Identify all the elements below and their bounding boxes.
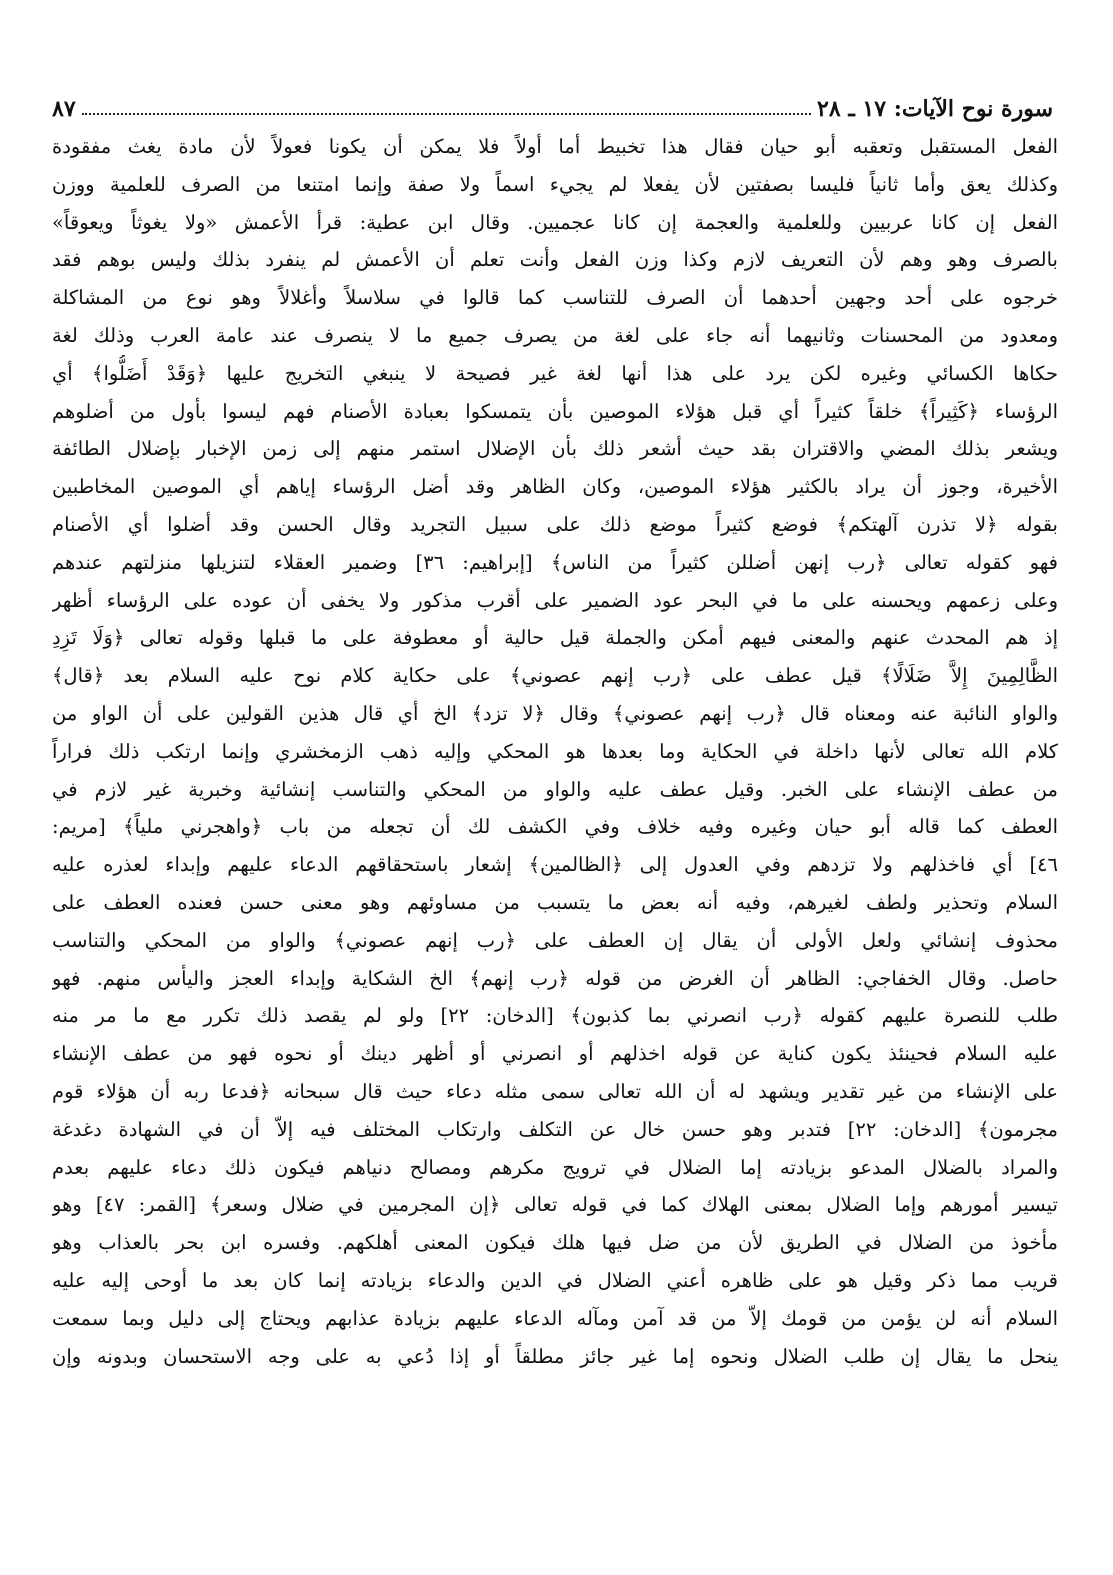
text-line: وعلى زعمهم ويحسنه على ما في البحر عود الضمير على أقرب مذكور ولا يخفى أن عوده على الرؤساء أظهر — [52, 588, 1058, 612]
text-line: قريب مما ذكر وقيل هو على ظاهره أعني الضلال في الدين والدعاء بزيادته إنما كان بعد ما أوحى إليه عليه — [52, 1268, 1058, 1292]
text-line: ٤٦] أي فاخذلهم ولا تزدهم وفي العدول إلى ﴿الظالمين﴾ إشعار باستحقاقهم الدعاء عليهم وإبداء لعذره عليه — [52, 853, 1058, 877]
text-line: كلام الله تعالى لأنها داخلة في الحكاية وما بعدها هو المحكي وإليه ذهب الزمخشري وإنما ارتكب ذلك فراراً — [52, 739, 1058, 763]
text-line: الأخيرة، وجوز أن يراد بالكثير هؤلاء الموصين، وكان الظاهر وقد أضل الرؤساء إياهم أي الموصين المخاطبين — [52, 475, 1058, 499]
text-line: حاصل. وقال الخفاجي: الظاهر أن الغرض من قوله ﴿رب إنهم﴾ الخ الشكاية وإبداء العجز واليأس منهم. فهو — [52, 966, 1058, 990]
text-line: العطف كما قاله أبو حيان وغيره وفيه خلاف وفي الكشف لك أن تجعله من باب ﴿واهجرني ملياً﴾ [مريم: — [52, 815, 1058, 839]
text-line: عليه السلام فحينئذ يكون كناية عن قوله اخذلهم أو انصرني أو أظهر دينك أو نحوه فهو من عطف الإنشاء — [52, 1042, 1058, 1066]
text-line: فهو كقوله تعالى ﴿رب إنهن أضللن كثيراً من الناس﴾ [إبراهيم: ٣٦] وضمير العقلاء لتنزيلها منزلتهم عندهم — [52, 550, 1058, 574]
text-line: السلام أنه لن يؤمن من قومك إلاّ من قد آمن ومآله الدعاء عليهم بزيادة عذابهم ويحتاج إلى دليل وبما سمعت — [52, 1306, 1058, 1330]
running-header — [52, 88, 1053, 122]
text-line: إذ هم المحدث عنهم والمعنى فيهم أمكن والجملة قيل حالية أو معطوفة على ما قبلها وقوله تعالى ﴿وَلَا تَزِدِ — [52, 626, 1058, 650]
text-line: مجرمون﴾ [الدخان: ٢٢] فتدبر وهو حسن خال عن التكلف وارتكاب المختلف فيه إلاّ أن في الشهادة دغدغة — [52, 1117, 1058, 1141]
chapter-title: سورة نوح الآيات: ١٧ ـ ٢٨ — [817, 96, 1053, 122]
text-line: ومعدود من المحسنات وثانيهما أنه جاء على لغة من يصرف جميع ما لا ينصرف عند عامة العرب وذلك لغة — [52, 323, 1058, 347]
body-text — [52, 128, 1058, 1375]
text-line: طلب للنصرة عليهم كقوله ﴿رب انصرني بما كذبون﴾ [الدخان: ٢٢] ولو لم يقصد ذلك تكرر مع ما مر منه — [52, 1004, 1058, 1028]
text-line: والواو النائبة عنه ومعناه قال ﴿رب إنهم عصوني﴾ وقال ﴿لا تزد﴾ الخ أي قال هذين القولين على أن الواو من — [52, 701, 1058, 725]
text-line: مأخوذ من الضلال في الطريق لأن من ضل فيها هلك فيكون المعنى أهلكهم. وفسره ابن بحر بالعذاب وهو — [52, 1231, 1058, 1255]
text-line: الرؤساء ﴿كَثِيراً﴾ خلقاً كثيراً أي قبل هؤلاء الموصين بأن يتمسكوا بعبادة الأصنام فهم ليسوا بأول من أضلوهم — [52, 399, 1058, 423]
text-line: ينحل ما يقال إن طلب الضلال ونحوه إما غير جائز مطلقاً أو إذا دُعي به على وجه الاستحسان وبدونه وإن — [52, 1344, 1058, 1368]
text-line: الظَّالِمِينَ إِلاَّ ضَلَالًا﴾ قيل عطف على ﴿رب إنهم عصوني﴾ على حكاية كلام نوح عليه السلام بعد ﴿قال﴾ — [52, 664, 1058, 688]
text-line: ويشعر بذلك المضي والاقتران بقد حيث أشعر ذلك بأن الإضلال استمر منهم إلى زمن الإخبار بإضلال الطائفة — [52, 437, 1058, 461]
text-line: بقوله ﴿لا تذرن آلهتكم﴾ فوضع كثيراً موضع ذلك على سبيل التجريد وقال الحسن وقد أضلوا أي الأصنام — [52, 512, 1058, 536]
text-line: بالصرف وهو وهم لأن التعريف لازم وكذا وزن الفعل وأنت تعلم أن الأعمش لم ينفرد بذلك وليس بوهم فقد — [52, 248, 1058, 272]
leader-dots — [82, 112, 811, 115]
text-line: خرجوه على أحد وجهين أحدهما أن الصرف للتناسب كما قالوا في سلاسلاً وأغلالاً وهو نوع من المشاكلة — [52, 286, 1058, 310]
text-line: محذوف إنشائي ولعل الأولى أن يقال إن العطف على ﴿رب إنهم عصوني﴾ والواو من المحكي والتناسب — [52, 928, 1058, 952]
text-line: حكاها الكسائي وغيره لكن يرد على هذا أنها لغة غير فصيحة لا ينبغي التخريج عليها ﴿وَقَدْ أَضَلُّوا﴾ أي — [52, 361, 1058, 385]
text-line: على الإنشاء من غير تقدير ويشهد له أن الله تعالى سمى مثله دعاء حيث قال سبحانه ﴿فدعا ربه أن هؤلاء قوم — [52, 1079, 1058, 1103]
text-line: تيسير أمورهم وإما الضلال بمعنى الهلاك كما في قوله تعالى ﴿إن المجرمين في ضلال وسعر﴾ [القمر: ٤٧] وهو — [52, 1193, 1058, 1217]
page-number: ٨٧ — [52, 96, 76, 122]
text-line: والمراد بالضلال المدعو بزيادته إما الضلال في ترويج مكرهم ومصالح دنياهم فيكون ذلك دعاء عليهم بعدم — [52, 1155, 1058, 1179]
text-line: وكذلك يعق وأما ثانياً فليسا بصفتين لأن يفعلا لم يجيء اسماً ولا صفة وإنما امتنعا من الصرف للعلمية ووزن — [52, 172, 1058, 196]
text-line: الفعل إن كانا عربيين وللعلمية والعجمة إن كانا عجميين. وقال ابن عطية: قرأ الأعمش «ولا يغوثاً ويعوقاً» — [52, 210, 1058, 234]
text-line: من عطف الإنشاء على الخبر. وقيل عطف عليه والواو من المحكي والتناسب إنشائية وخبرية غير لازم في — [52, 777, 1058, 801]
text-line: السلام وتحذير ولطف لغيرهم، وفيه أنه بعض ما يتسبب من مساوئهم وهو معنى حسن فعنده العطف على — [52, 890, 1058, 914]
text-line: الفعل المستقبل وتعقبه أبو حيان فقال هذا تخبيط أما أولاً فلا يمكن أن يكونا فعولاً لأن مادة يغث مفقودة — [52, 135, 1058, 158]
